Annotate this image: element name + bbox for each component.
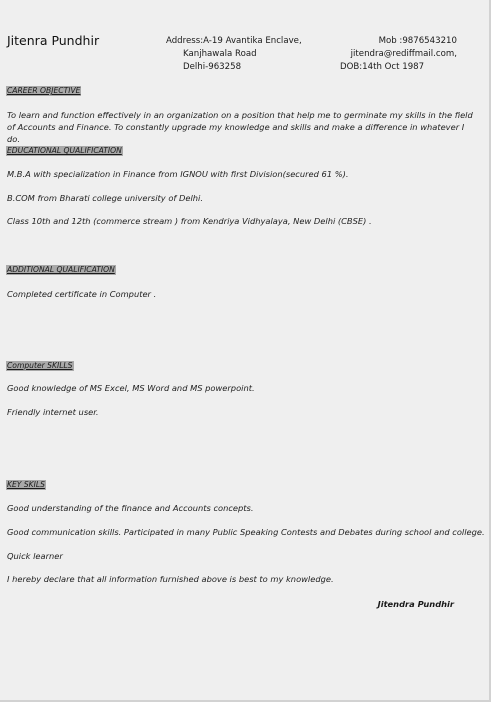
address-line-1: Address:A-19 Avantika Enclave,	[166, 36, 302, 46]
address-block	[166, 35, 302, 74]
signature: Jitendra Pundhir	[377, 599, 454, 609]
education-item: M.B.A with specialization in Finance from IGNOU with first Division(secured 61 %).	[7, 169, 349, 179]
key-skill-item: Good understanding of the finance and Accounts concepts.	[7, 503, 254, 513]
career-objective-text: To learn and function effectively in an organization on a position that help me to germinate my skills in the field of Accounts and Finance. To constantly upgrade my knowledge and skills and make a difference in whatever I do.	[7, 110, 473, 144]
education-item: B.COM from Bharati college university of Delhi.	[7, 193, 203, 203]
key-skill-item: Quick learner	[7, 551, 63, 561]
address-line-2: Kanjhawala Road	[183, 49, 257, 59]
mobile-number: Mob :9876543210	[378, 36, 457, 46]
additional-item: Completed certificate in Computer .	[7, 289, 157, 299]
section-title-additional: ADDITIONAL QUALIFICATION	[7, 265, 115, 274]
address-line-3: Delhi-963258	[183, 62, 242, 72]
email-address: jitendra@rediffmail.com,	[350, 49, 457, 59]
declaration-text: I hereby declare that all information furnished above is best to my knowledge.	[7, 574, 334, 584]
key-skill-item: Good communication skills. Participated in many Public Speaking Contests and Debates during school and college.	[7, 527, 485, 537]
computer-skill-item: Good knowledge of MS Excel, MS Word and MS powerpoint.	[7, 383, 255, 393]
section-title-computer-skills: Computer SKILLS	[7, 361, 73, 370]
section-title-career-objective: CAREER OBJECTIVE	[7, 86, 81, 95]
date-of-birth: DOB:14th Oct 1987	[340, 62, 425, 72]
section-title-education: EDUCATIONAL QUALIFICATION	[7, 146, 122, 155]
contact-block	[340, 35, 457, 74]
candidate-name: Jitenra Pundhir	[7, 33, 100, 48]
computer-skill-item: Friendly internet user.	[7, 407, 99, 417]
section-title-key-skills: KEY SKILS	[7, 480, 45, 489]
education-item: Class 10th and 12th (commerce stream ) from Kendriya Vidhyalaya, New Delhi (CBSE) .	[7, 216, 372, 226]
